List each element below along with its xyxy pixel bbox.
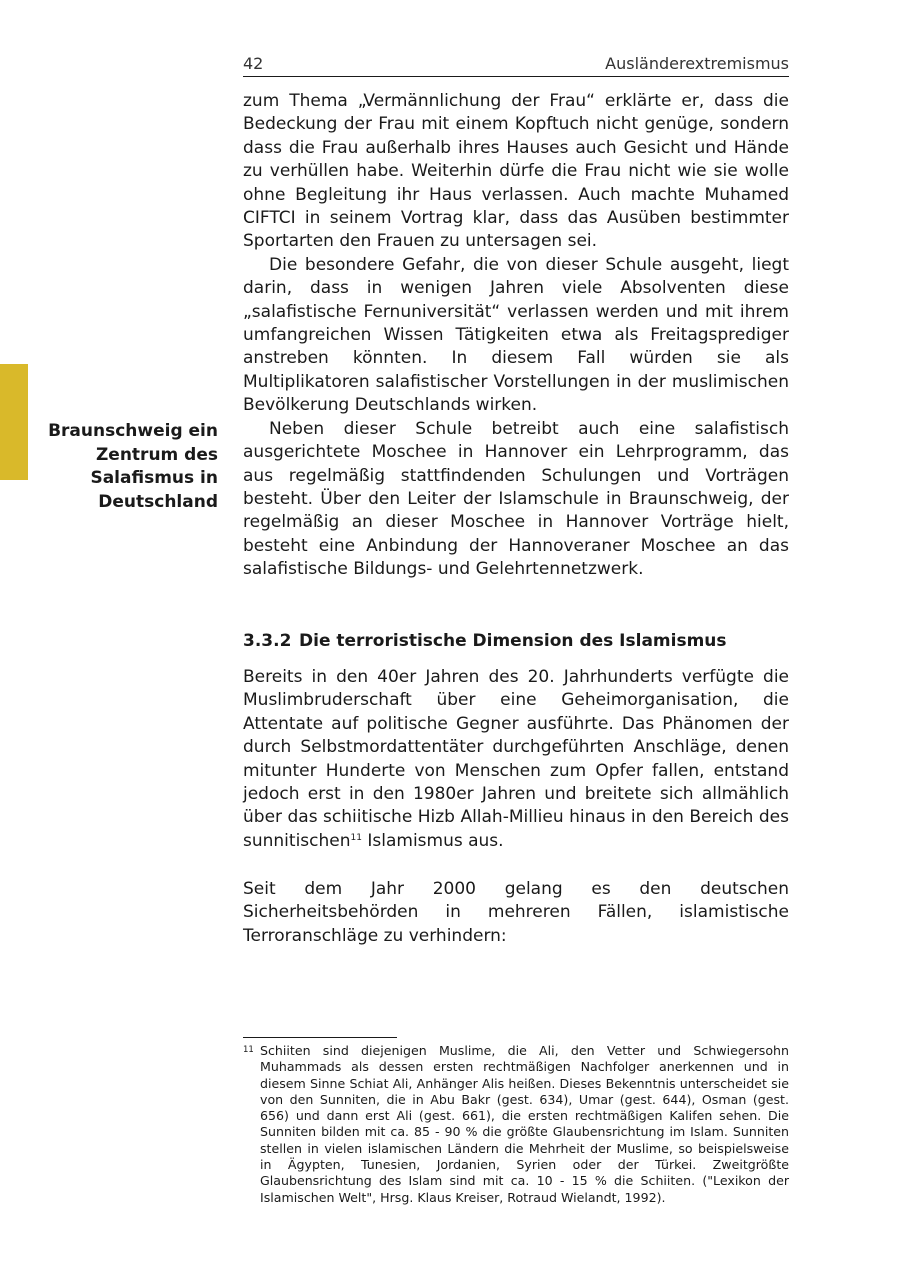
paragraph-3: Neben dieser Schule betreibt auch eine salafistisch ausgerichtete Moschee in Hannover ein Lehrprogramm, das aus regelmäßig stattfindenden Schulungen und Vorträgen besteht. Über den Leiter der Islamschule in Braunschweig, der regelmäßig an dieser Moschee in Hannover Vorträge hielt, besteht eine Anbindung der Hannoveraner Moschee an das salafistische Bildungs- und Gelehrtennetzwerk. (243, 418, 789, 580)
section-paragraph-text: Bereits in den 40er Jahren des 20. Jahrhunderts verfügte die Muslimbruderschaft über eine Geheimorganisation, die Attentate auf politische Gegner ausführte. Das Phänomen der durch Selbstmordattentäter durchgeführten Anschläge, denen mitunter Hunderte von Menschen zum Opfer fallen, entstand jedoch erst in den 1980er Jahren und breitete sich allmählich über das schiitische Hizb Allah-Millieu hinaus in den Bereich des sunnitischen (243, 667, 789, 851)
margin-note: Braunschweig ein Zentrum des Salafismus in Deutschland (48, 421, 218, 512)
closing-paragraph-text: Seit dem Jahr 2000 gelang es den deutschen Sicherheitsbehörden in mehreren Fällen, islamistische Terroranschläge zu verhindern: (243, 879, 789, 946)
section-paragraph-end: Islamismus aus. (361, 830, 504, 851)
section-heading (243, 631, 789, 651)
page-number: 42 (243, 54, 264, 73)
footnote-divider (243, 1037, 397, 1038)
section-number: 3.3.2 (243, 631, 292, 651)
footnote-text: Schiiten sind diejenigen Muslime, die Ali, den Vetter und Schwiegersohn Muhammads als dessen ersten rechtmäßigen Nachfolger anerkennen und in diesem Sinne Schiat Ali, Anhänger Alis heißen. Dieses Bekenntnis unterscheidet sie von den Sunniten, die in Abu Bakr (gest. 634), Umar (gest. 644), Osman (gest. 656) und dann erst Ali (gest. 661), die ersten rechtmäßigen Kalifen sehen. Die Sunniten bilden mit ca. 85 - 90 % die größte Glaubensrichtung im Islam. Sunniten stellen in vielen islamischen Ländern die Mehrheit der Muslime, so beispielsweise in Ägypten, Tunesien, Jordanien, Syrien oder der Türkei. Zweitgrößte Glaubensrichtung des Islam sind mit ca. 10 - 15 % die Schiiten. ("Lexikon der Islamischen Welt", Hrsg. Klaus Kreiser, Rotraud Wielandt, 1992). (260, 1043, 789, 1205)
footnote-reference[interactable]: 11 (350, 832, 362, 843)
body-text-top (243, 90, 789, 582)
page-header (243, 52, 789, 77)
paragraph-2: Die besondere Gefahr, die von dieser Schule ausgeht, liegt darin, dass in wenigen Jahren viele Absolventen diese „salafistische Fernuniversität“ verlassen werden und mit ihrem umfangreichen Wissen Tätigkeiten etwa als Freitagsprediger anstreben könnten. In diesem Fall würden sie als Multiplikatoren salafistischer Vorstellungen in der muslimischen Bevölkerung Deutschlands wirken. (243, 254, 789, 416)
footnote (243, 1043, 789, 1206)
closing-paragraph (243, 878, 789, 948)
footnote-number: 11 (243, 1045, 254, 1055)
paragraph-1: zum Thema „Vermännlichung der Frau“ erklärte er, dass die Bedeckung der Frau mit einem Kopftuch nicht genüge, sondern dass die Frau außerhalb ihres Hauses auch Gesicht und Hände zu verhüllen habe. Weiterhin dürfe die Frau nicht wie sie wolle ohne Begleitung ihr Haus verlassen. Auch machte Muhamed CIFTCI in seinem Vortrag klar, dass das Ausüben bestimmter Sportarten den Frauen zu untersagen sei. (243, 91, 789, 252)
chapter-marker-bar (0, 364, 28, 480)
section-title: Die terroristische Dimension des Islamismus (299, 631, 727, 651)
running-title: Ausländerextremismus (605, 54, 789, 73)
section-paragraph (243, 666, 789, 853)
